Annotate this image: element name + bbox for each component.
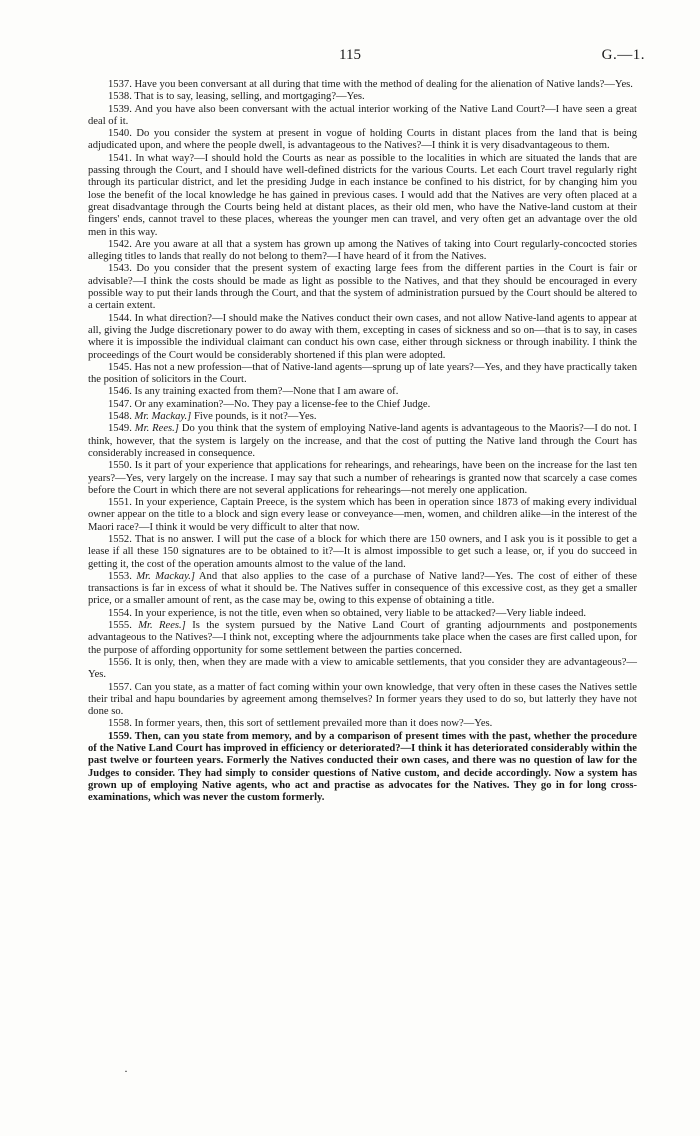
- question-number: 1548.: [108, 411, 132, 423]
- paragraph-1538: 1538. That is to say, leasing, selling, and mortgaging?—Yes.: [108, 91, 365, 103]
- paragraph-1541: 1541. In what way?—I should hold the Courts as near as possible to the localities in which are situated the lands that are passing through the Court, and I should have well-defined districts for the various Courts. Let each Court travel regularly right through its particular district, and let the presiding Judge in each instance be confined to his district, for by changing him you lose the benefit of the local knowledge he has gained in previous cases. I would add that the Natives are very often placed at a great disadvantage through the Courts being held at distant places, as their old men, who have the Native-land custom at their fingers' ends, cannot travel to these places, whereas the younger men can travel, and very often get an advantage over the old men in this way.: [88, 152, 637, 238]
- paragraph-1558: 1558. In former years, then, this sort of settlement prevailed more than it does now?—Yes.: [108, 718, 493, 730]
- paragraph-1551: 1551. In your experience, Captain Preece, is the system which has been in operation since 1873 of making every individual owner appear on the title to a block and sign every lease or conveyance—men, women, and children alike—in the interest of the Maori race?—I think it would be very difficult to alter that now.: [88, 497, 637, 533]
- page-header: [0, 47, 700, 69]
- paragraph-1542: 1542. Are you aware at all that a system has grown up among the Natives of taking into Court regularly-concocted stories alleging titles to lands that really do not belong to them?—I have heard of it from the Natives.: [88, 238, 637, 263]
- paragraph-1543: 1543. Do you consider that the present system of exacting large fees from the different parties in the Court is fair or advisable?—I think the costs should be made as light as possible to the Natives, and that they should be encouraged in every possible way to put their lands through the Court, and that the system of administration pursued by the Court should be altered to a certain extent.: [88, 263, 637, 312]
- paragraph-1557: 1557. Can you state, as a matter of fact coming within your own knowledge, that very often in these cases the Natives settle their tribal and hapu boundaries by agreement among themselves? In former years they used to do so, but latterly they have not done so.: [88, 681, 637, 718]
- question-text: Do you think that the system of employing Native-land agents is advantageous to the Maoris?—I do not. I think, however, that the system is largely on the increase, and that the cost of putting the Native land through the Court has considerably increased in consequence.: [88, 423, 638, 459]
- paragraph-1548: [88, 411, 637, 423]
- question-text: Five pounds, is it not?—Yes.: [193, 411, 317, 423]
- paragraph-1556: 1556. It is only, then, when they are made with a view to amicable settlements, that you consider they are advantageous?—Yes.: [88, 656, 637, 681]
- speaker-name: Mr. Rees.]: [134, 423, 179, 435]
- question-number: 1553.: [108, 570, 132, 582]
- paragraph-1554: 1554. In your experience, is not the title, even when so obtained, very liable to be attacked?—Very liable indeed.: [108, 607, 587, 619]
- question-number: 1555.: [108, 620, 132, 632]
- document-reference: G.—1.: [601, 47, 645, 63]
- speaker-name: Mr. Mackay.]: [136, 570, 195, 582]
- page-number: 115: [339, 47, 361, 63]
- paragraph-1540: 1540. Do you consider the system at present in vogue of holding Courts in distant places from the land that is being adjudicated upon, and where the people dwell, is advantageous to the Natives?—I think it is very disadvantageous to them.: [88, 128, 637, 152]
- paragraph-1547: 1547. Or any examination?—No. They pay a license-fee to the Chief Judge.: [108, 398, 431, 410]
- evidence-text: [88, 79, 637, 805]
- paragraph-1544: 1544. In what direction?—I should make the Natives conduct their own cases, and not allow Native-land agents to appear at all, giving the Judge discretionary power to do away with them, excepting in cases of sickness and so on—that is to say, in cases where it is impossible the individual claimant can conduct his own case, either through sickness or through inability. I think the proceedings of the Court would be considerably shortened if this plan were adopted.: [88, 312, 637, 361]
- paragraph-1550: 1550. Is it part of your experience that applications for rehearings, and rehearings, have been on the increase for the last ten years?—Yes, very largely on the increase. I may say that such a number of rehearings is granted now that scarcely a case comes before the Court in which there are not several applications for rehearings—not merely one application.: [88, 460, 637, 496]
- paragraph-1545: 1545. Has not a new profession—that of Native-land agents—sprung up of late years?—Yes, and they have practically taken the position of solicitors in the Court.: [88, 361, 637, 386]
- paragraph-1552: 1552. That is no answer. I will put the case of a block for which there are 150 owners, and I ask you is it possible to get a lease if all these 150 signatures are to be obtained to it?—It is almost impossible to get such a lease, or, if you do succeed in getting it, the cost of the operation amounts almost to the value of the land.: [88, 533, 637, 570]
- paragraph-1555: [88, 620, 637, 657]
- question-number: 1549.: [108, 423, 132, 435]
- paragraph-1537: 1537. Have you been conversant at all during that time with the method of dealing for the alienation of Native lands?—Yes.: [108, 79, 633, 90]
- paragraph-1546: 1546. Is any training exacted from them?—None that I am aware of.: [108, 386, 399, 398]
- question-text: And that also applies to the case of a purchase of Native land?—Yes. The cost of either of these transactions is far in excess of what it should be. The Natives suffer in consequence of this excessive cost, as they get a smaller price, or a smaller amount of rent, as the case may be, owing to this expense of obtaining a title.: [88, 570, 637, 607]
- stray-mark: ·: [124, 1064, 128, 1078]
- paragraph-1559: 1559. Then, can you state from memory, and by a comparison of present times with the past, whether the procedure of the Native Land Court has improved in efficiency or deteriorated?—I think it has deteriorated considerably within the past twelve or fourteen years. Formerly the Natives conducted their own cases, and there was no question of law for the Judges to consider. They had simply to consider questions of Native custom, and decide accordingly. Now a system has grown up of employing Native agents, who act and practise as advocates for the Natives. They go in for long cross-examinations, which was never the custom formerly.: [88, 730, 637, 804]
- paragraph-1549: [88, 423, 637, 460]
- speaker-name: Mr. Mackay.]: [134, 411, 192, 423]
- speaker-name: Mr. Rees.]: [138, 620, 186, 632]
- paragraph-1553: [88, 571, 637, 608]
- question-text: Is the system pursued by the Native Land Court of granting adjournments and postponements advantageous to the Natives?—I think not, excepting where the adjournments take place when the cases are first called upon, for the purpose of affording opportunity for some settlement between the parties concerned.: [88, 620, 638, 656]
- paragraph-1539: 1539. And you have also been conversant with the actual interior working of the Native Land Court?—I have seen a great deal of it.: [88, 103, 637, 127]
